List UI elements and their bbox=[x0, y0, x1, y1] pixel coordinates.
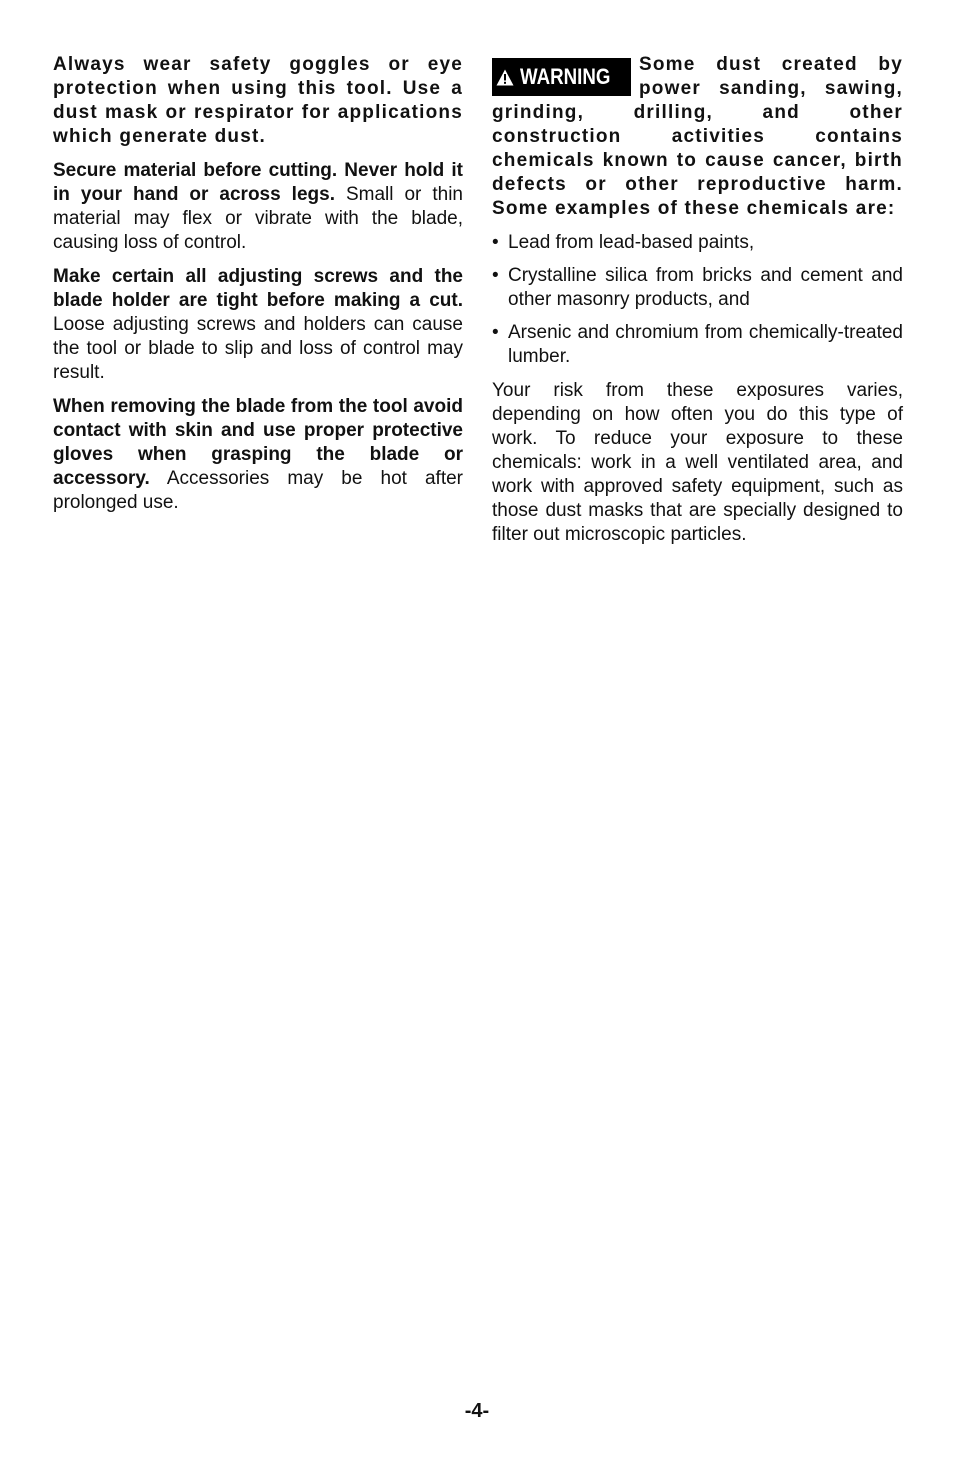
list-item bbox=[492, 231, 903, 255]
list-item bbox=[492, 264, 903, 312]
secure-material-paragraph bbox=[53, 159, 463, 255]
removing-blade-bold-text: When removing the blade from the tool avoid contact with skin and use proper protective gloves when grasping the blade or accessory. bbox=[53, 396, 463, 489]
warning-paragraph bbox=[492, 53, 903, 221]
secure-material-bold-text: Secure material before cutting. Never hold it in your hand or across legs. bbox=[53, 160, 463, 205]
removing-blade-normal-text: Accessories may be hot after prolonged use. bbox=[53, 468, 463, 513]
exposure-risk-text: Your risk from these exposures varies, depending on how often you do this type of work. To reduce your exposure to these chemicals: work in a well ventilated area, and work with approved safety equipment, such as those dust masks that are specially designed to filter out microscopic particles. bbox=[492, 380, 903, 545]
right-column bbox=[492, 53, 903, 557]
warning-intro-text: Some dust created by power sanding, sawing, grinding, drilling, and other construction activities contains chemicals known to cause cancer, birth defects or other reproductive harm. Some examples of these chemicals are: bbox=[492, 54, 903, 219]
exposure-risk-paragraph bbox=[492, 379, 903, 547]
warning-badge bbox=[492, 58, 631, 96]
warning-label: WARNING bbox=[520, 64, 611, 89]
bullet-dot: • bbox=[492, 322, 499, 343]
adjusting-screws-paragraph bbox=[53, 265, 463, 385]
adjusting-screws-bold-text: Make certain all adjusting screws and the blade holder are tight before making a cut. bbox=[53, 266, 463, 311]
page-number: -4- bbox=[464, 1400, 490, 1422]
warning-triangle-icon bbox=[496, 69, 514, 86]
list-item-text: Arsenic and chromium from chemically-treated lumber. bbox=[508, 322, 903, 367]
bullet-dot: • bbox=[492, 265, 499, 286]
list-item-text: Crystalline silica from bricks and cement and other masonry products, and bbox=[508, 265, 903, 310]
safety-goggles-paragraph bbox=[53, 53, 463, 149]
list-item bbox=[492, 321, 903, 369]
secure-material-normal-text: Small or thin material may flex or vibrate with the blade, causing loss of control. bbox=[53, 184, 464, 253]
left-column bbox=[53, 53, 463, 525]
bullet-dot: • bbox=[492, 232, 499, 253]
removing-blade-paragraph bbox=[53, 395, 463, 515]
adjusting-screws-normal-text: Loose adjusting screws and holders can cause the tool or blade to slip and loss of control may result. bbox=[53, 314, 463, 383]
chemicals-list bbox=[492, 231, 903, 369]
safety-goggles-bold-text: Always wear safety goggles or eye protection when using this tool. Use a dust mask or respirator for applications which generate dust. bbox=[53, 54, 463, 147]
list-item-text: Lead from lead-based paints, bbox=[508, 232, 755, 253]
